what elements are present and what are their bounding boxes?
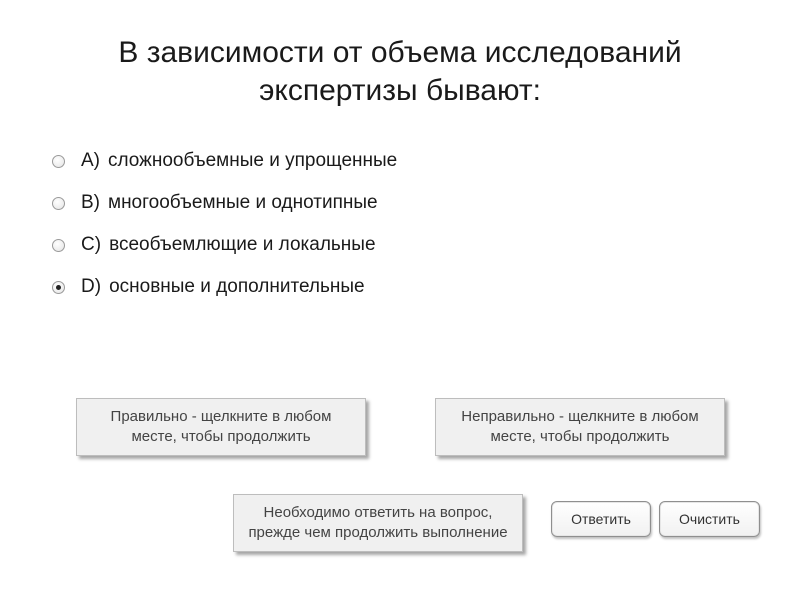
clear-button[interactable]: Очистить [659,501,760,537]
option-letter: C) [81,234,102,255]
option-text: сложнообъемные и упрощенные [108,150,398,171]
incorrect-feedback-line-1: Неправильно - щелкните в любом [461,408,699,425]
answer-required-line-2: прежде чем продолжить выполнение [248,524,508,541]
correct-feedback-line-1: Правильно - щелкните в любом [110,408,332,425]
question-line-1: В зависимости от объема исследований [118,36,682,69]
option-letter: D) [81,276,102,297]
incorrect-feedback-box[interactable] [435,398,725,456]
incorrect-feedback-line-2: месте, чтобы продолжить [490,428,670,445]
option-text: многообъемные и однотипные [108,192,378,213]
option-b[interactable] [52,182,397,224]
submit-button[interactable]: Ответить [551,501,651,537]
radio-unselected-icon[interactable] [52,155,65,168]
radio-unselected-icon[interactable] [52,239,65,252]
question-title [0,34,800,110]
option-text: основные и дополнительные [109,276,365,297]
option-letter: B) [81,192,100,213]
question-line-2: экспертизы бывают: [259,74,541,107]
option-a[interactable] [52,140,397,182]
answer-options [52,140,397,308]
option-d[interactable] [52,266,397,308]
answer-required-line-1: Необходимо ответить на вопрос, [263,504,493,521]
radio-selected-icon[interactable] [52,281,65,294]
correct-feedback-box[interactable] [76,398,366,456]
answer-required-box [233,494,523,552]
option-text: всеобъемлющие и локальные [109,234,376,255]
option-c[interactable] [52,224,397,266]
radio-unselected-icon[interactable] [52,197,65,210]
option-letter: A) [81,150,100,171]
correct-feedback-line-2: месте, чтобы продолжить [131,428,311,445]
